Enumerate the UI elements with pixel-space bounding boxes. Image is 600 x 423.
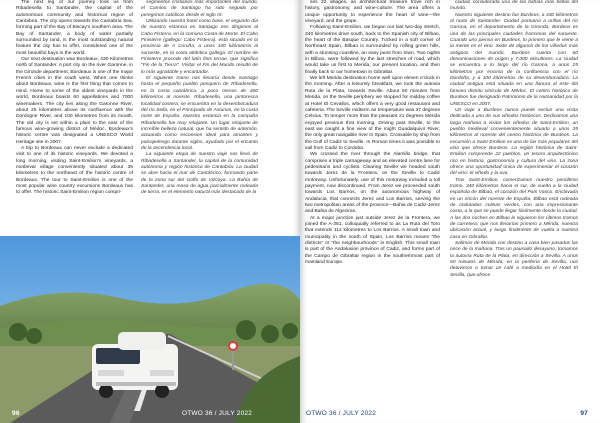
paragraph: We crossed the river through the Alamillo bridge, that comprises a triple carriageway and an elevated centre lane for pedestrians and cyclists. Clearing Seville we headed south towards Jerez de la Frontera, on the Seville to Cadiz motorway. Unfortunately, use of this motorway included a toll payment, now discontinued. From Jerez we proceeded south towards Los Barrios, on the autonomous highway of Andalucia, that connects Jerez and Los Barrios, serving the two metropolitan areas of the province—Bahia de Cadiz-Jerez and Bahia de Algeciras. (305, 152, 440, 215)
left-page-number: 96 (12, 410, 20, 417)
paragraph: Tras Saint-Emilion, comenzamos nuestro penúltimo tramo, 340 kilómetros hacia el sur, de vuelta a la ciudad española de Bilbao, el corazón del País Vasco. Enclavada en un rincón del noreste de España, Bilbao está rodeada de onduladas colinas verdes, con una impresionante costa, a la que se puede llegar fácilmente desde la ciudad. A las dos noches en Bilbao le siguieron los últimos tramos de carretera, que nos llevarían primero a Mérida, nuestra ubicación actual, y luego finalmente de vuelta a nuestra casa en Gibraltar. (450, 177, 578, 240)
paragraph: ciudad, considerada una de las bahías más bellas del mundo. (450, 0, 578, 12)
paragraph: segmentos cristianos más importantes del mundo, el Camino de Santiago ha sido seguido por peregrinos católicos desde el siglo IX. (141, 0, 258, 18)
paragraph: Following Saint-Emilion, we began our last two-day stretch, 340 kilometres drive south, back to the Spanish city of Bilbao, the heart of the Basque Country. Tucked in a soft corner of Northeast Spain, Bilbao is surrounded by rolling green hills, with a stunning coastline, an easy jaunt from town. Two nights in Bilbao, were followed by the last stretches of road, which would take us first to Merida, our present location, and then finally back to our hometown in Gibraltar. (305, 25, 440, 75)
right-spanish-column (450, 0, 578, 388)
paragraph: Our next destination was Bordeaux, 430 Kilometres north of Santander. A port city on the river Garonne, in the Gironde department, Bordeaux is one of the major French cities in the south west. When one thinks about Bordeaux, wine is the first thing that comes to mind. Home to some of the oldest vineyards in the world, Bordeaux boasts 60 appellations and 7000 winemakers. The city lies along the Garonne River, about 25 kilometres above its confluence with the Dordogne River, and 100 kilometres from its mouth. The old city is set within a plain to the east of the famous wine-growing district of Médoc. Bordeaux's historic centre was designated a UNESCO World Heritage site in 2007. (16, 57, 133, 145)
paragraph: Nuestro siguiente destino fue Burdeos, a 430 kilómetros al norte de Santander. Ciudad portuaria a orillas del río Garona, en el departamento de la Gironda, Burdeos es una de las principales ciudades francesas del suroeste. Cuando uno piensa en Burdeos, lo primero que le viene a la mente es el vino. Sede de algunos de los viñedos más antiguos del mundo, Burdeos cuenta con 60 denominaciones de origen y 7.000 viticultores. La ciudad se encuentra a lo largo del río Garona, a unos 25 kilómetros por encima de la confluencia con el río Dordoña, y a 100 kilómetros de su desembocadura. La ciudad antigua está situada en una llanura al este del famoso distrito vinícola de Médoc. El centro histórico de Burdeos fue designado Patrimonio de la Humanidad por la UNESCO en 2007. (450, 12, 578, 107)
motorhome-road-photo (0, 236, 300, 423)
paragraph: The next leg of our journey took us from Ribadesella to Santander, the capital of the autonomous community and historical region of Cantabria. The city opens towards the Cantabria Sea, forming part of the Bay of Biscay's southern area. The Bay of Santander, a body of water partially surrounded by land, is the most outstanding natural feature the city has to offer, considered one of the most beautiful bays in the world. (16, 0, 133, 56)
right-magazine-issue: OTWO 36 / JULY 2022 (306, 410, 377, 417)
paragraph: La siguiente etapa de nuestro viaje nos llevó de Ribadesella a Santander, la capital de la comunidad autónoma y región histórica de Cantabria. La ciudad se abre hacia el mar de Cantábrico, formando parte de la zona sur del Golfo de Vizcaya. La Bahía de Santander, una masa de agua parcialmente rodeada de tierra, es el elemento natural más destacado de la (141, 152, 258, 196)
left-magazine-issue: OTWO 36 / JULY 2022 (182, 410, 253, 417)
paragraph: At a major junction just outside Jerez de la Frontera, we joined the A-381, colloquially referred to as La Ruta del Toro that extends 112 kilometres to Los Barrios. A small town and municipality in the south of Spain, Los Barrios means "the districts" or "the neighbourhoods" in English. This small town is part of the Andalusian province of Cadiz, and forms part of the Campo de Gibraltar region in the southernmost part of mainland Europe. (305, 215, 440, 266)
right-english-column (305, 0, 440, 388)
paragraph: Un viaje a Burdeos nunca puede excluir una visita dedicada a uno de sus viñedos históricos. Dedicamos una larga mañana a visitar los viñedos de Saint-Emilion, un pueblo medieval convenientemente situado a unos 35 kilómetros al noreste del centro histórico de Burdeos. La excursión a Saint-Emilion es una de las más populares del vino que ofrece Burdeos. La región histórica de Saint-Emilion comprende 22 pueblos, un tesoro arquitectónico rico en historia, gastronomía y cultura del vino. La zona ofrece una oportunidad única de experimentar el corazón del vino: el viñedo y la uva. (450, 107, 578, 177)
right-page (300, 0, 600, 423)
paragraph: A trip to Bordeaux can never exclude a dedicated visit to one of its historic vineyards. We devoted a long morning, visiting Saint-Emilion's vineyards, a medieval village conveniently situated about 35 kilometres to the northeast of the historic centre of Bordeaux. The tour to Saint-Emilion is one of the most popular wine country excursions Bordeaux has to offer. The historic Saint-Emilion region compri- (16, 145, 133, 196)
paragraph: ses 22 villages, an architectural treasure trove rich in history, gastronomy, and wine-culture. The area offers a unique opportunity to experience the heart of wine—the vineyard, and the grape. (305, 0, 440, 25)
paragraph: Salimos de Mérida con destino a casa bien pasadas las once de la mañana. Tras un pausado desayuno, tomamos la autovía Ruta de la Plata, en dirección a Sevilla. A unos 50 minutos de Mérida, en la periferia de Sevilla, nos detuvimos a tomar un café a mediodía en el Hotel El Sevilla, que ofrece (450, 241, 578, 278)
paragraph: Utilizando nuestra hotel como base, el segundo día de nuestra estancia en Santiago nos dirigimos al Cabo Fisterra, en la comuna Costa de Morte. El Cabo Finisterre (gallego: Cabo Fisterra), está situado en la provincia de A Coruña, a unos 100 kilómetros al suroeste, en la costa atlántica gallega. El nombre de Finisterre procede del latín finis terrae, que significa "Fin de la Tierra". Visitar el Fin del Mundo resultó de lo más agradable y encantador. (141, 19, 258, 75)
paragraph: We left Merida destination home well upon eleven o'clock in the morning. After a leisurely breakfast, we took the autovia Ruta de la Plata, towards Seville. About 50 minutes from Merida, on the Seville periphery we stopped for midday coffee at Hotel El Cevallos, which offers a very good restaurant and cafeteria. The Seville midterm air temperature was 37 degrees Celsius. To temper more than the pleasant 21 degrees Mérida enjoyed previous that morning. Driving past Seville, to the east we caught a fine view of the might Guadalquivir River, the only great navigable river in Spain. Crossable by ship from the Gulf of Cadiz to Seville. In Roman times it was possible to sail from Cadiz to Cordoba. (305, 76, 440, 151)
right-page-number: 97 (580, 410, 588, 417)
paragraph: El siguiente tramo nos llevaría desde Santiago hasta el pequeño pueblo pesquero de Ribadesella, en la costa cantábrica, a poco menos de 400 kilómetros al noreste. Ribadesella, una pintoresca localidad costera, se encuentra en la desembocadura del río Sella, en el Principado de Asturias, en la costa norte de España. Nuestro estancia en la campaña Ribadesella fue muy relajante. Un lugar relajante de increíble belleza natural, que ha sentido de antemón, actuando como esconsies ideal para amantes y paisajedesgo durante siglos, ayudado por el encanto de la ascendencia local. (141, 76, 258, 151)
left-english-column (16, 0, 133, 226)
left-spanish-column (141, 0, 258, 230)
